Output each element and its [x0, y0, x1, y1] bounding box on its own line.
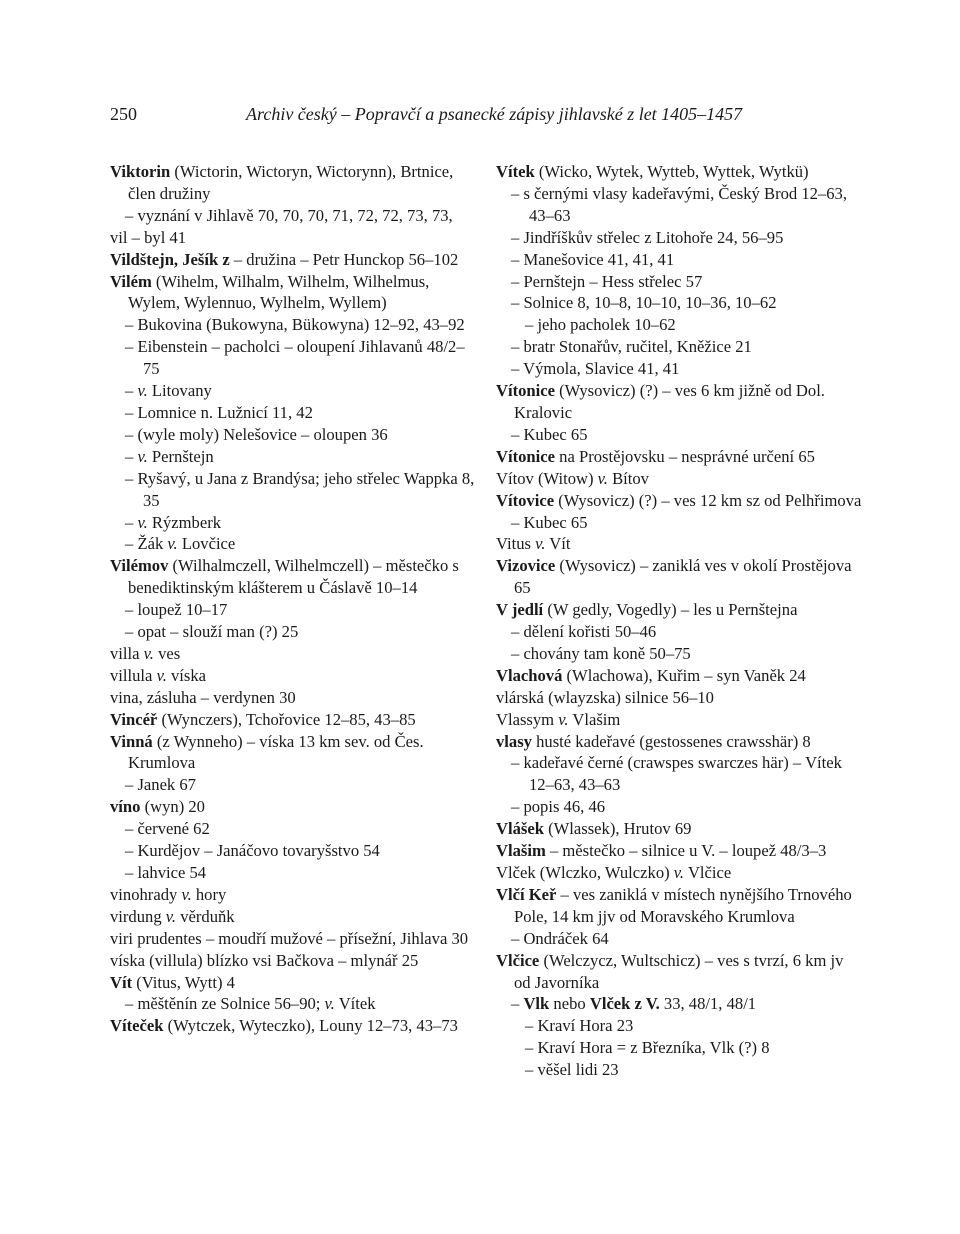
entry-text: –: [125, 446, 138, 466]
index-subentry: [496, 336, 864, 358]
index-subentry: [496, 358, 864, 380]
index-entry: [110, 643, 478, 665]
index-subentry: [496, 1037, 864, 1059]
headword: vlasy: [496, 731, 532, 751]
index-subentry: [110, 862, 478, 884]
index-entry: [110, 972, 478, 994]
entry-text: (Wynczers), Tchořovice 12–85, 43–85: [157, 709, 416, 729]
entry-text: – červené 62: [125, 819, 210, 839]
headword: Vilémov: [110, 556, 169, 576]
index-entry: [496, 950, 864, 994]
cross-reference-marker: v.: [156, 665, 167, 685]
entry-text: –: [125, 512, 138, 532]
index-subentry: [496, 796, 864, 818]
entry-text: Pernštejn: [147, 446, 214, 466]
entry-text: Vítov (Witow): [496, 468, 598, 488]
index-subentry: [110, 336, 478, 380]
entry-text: – s černými vlasy kadeřavými, Český Brod 12–63, 43–63: [511, 183, 847, 225]
index-subentry: [496, 424, 864, 446]
index-entry: [496, 468, 864, 490]
index-entry: [496, 380, 864, 424]
index-entry: [110, 709, 478, 731]
headword: Vildštejn, Ješík z: [110, 249, 230, 269]
index-entry: [110, 928, 478, 950]
cross-reference-marker: v.: [535, 534, 546, 554]
entry-text: – jeho pacholek 10–62: [525, 315, 676, 335]
headword: Vlachová: [496, 665, 563, 685]
index-subentry: [496, 643, 864, 665]
index-subentry: [110, 993, 478, 1015]
index-entry: [110, 555, 478, 599]
cross-reference-marker: v.: [137, 381, 148, 401]
index-subentry: [110, 468, 478, 512]
entry-text: – Kubec 65: [511, 424, 588, 444]
entry-text: na Prostějovsku – nesprávné určení 65: [555, 446, 815, 466]
index-entry: [496, 446, 864, 468]
entry-text: vil – byl 41: [110, 227, 187, 247]
entry-text: vina, zásluha – verdynen 30: [110, 687, 296, 707]
entry-text: vinohrady: [110, 884, 182, 904]
index-entry: [496, 884, 864, 928]
index-subentry: [110, 774, 478, 796]
index-entry: [110, 1015, 478, 1037]
cross-reference-marker: v.: [137, 512, 148, 532]
index-entry: [496, 161, 864, 183]
headword: Viktorin: [110, 162, 171, 181]
index-entry: [110, 884, 478, 906]
entry-text: – Lomnice n. Lužnicí 11, 42: [125, 402, 313, 422]
entry-text: (Wicko, Wytek, Wytteb, Wyttek, Wytkü): [534, 162, 809, 181]
entry-text: věrduňk: [176, 906, 235, 926]
cross-reference-marker: v.: [143, 643, 154, 663]
headword: Vlček z V.: [589, 994, 660, 1014]
entry-text: – kadeřavé černé (crawspes swarczes här) – Vítek 12–63, 43–63: [511, 753, 842, 795]
entry-text: villa: [110, 643, 144, 663]
entry-text: – Bukovina (Bukowyna, Bükowyna) 12–92, 43–92: [125, 315, 465, 335]
entry-text: Lovčice: [177, 534, 236, 554]
entry-text: Vlček (Wlczko, Wulczko): [496, 863, 674, 882]
entry-text: Vítek: [334, 994, 376, 1014]
index-subentry: [110, 446, 478, 468]
headword: Vincéř: [110, 709, 158, 729]
headword: Vlčice: [496, 950, 540, 970]
entry-text: husté kadeřavé (gestossenes crawsshär) 8: [531, 731, 811, 751]
entry-text: (Welczycz, Wultschicz) – ves s tvrzí, 6 km jv od Javorníka: [514, 950, 844, 992]
cross-reference-marker: v.: [137, 446, 148, 466]
entry-text: Vitus: [496, 534, 536, 554]
entry-text: – Kurdějov – Janáčovo tovaryšstvo 54: [125, 841, 380, 861]
index-subentry: [110, 512, 478, 534]
entry-text: – Eibenstein – pacholci – oloupení Jihlavanů 48/2–75: [125, 337, 465, 379]
headword: Vít: [110, 972, 133, 992]
index-entry: [110, 249, 478, 271]
entry-text: Vlassym: [496, 709, 559, 729]
entry-text: (W gedly, Vogedly) – les u Pernštejna: [543, 600, 798, 620]
running-title: Archiv český – Popravčí a psanecké zápisy jihlavské z let 1405–1457: [246, 104, 743, 124]
entry-text: Rýzmberk: [147, 512, 222, 532]
index-subentry: [110, 840, 478, 862]
index-subentry: [496, 314, 864, 336]
index-entry: [496, 687, 864, 709]
headword: Vítovice: [496, 490, 555, 510]
cross-reference-marker: v.: [673, 863, 685, 882]
index-subentry: [496, 928, 864, 950]
index-column-left: [110, 161, 478, 1037]
index-entry: [110, 687, 478, 709]
headword: V jedlí: [496, 600, 544, 620]
entry-text: ves: [153, 643, 181, 663]
entry-text: Litovany: [147, 381, 212, 401]
entry-text: víska (villula) blízko vsi Bačkova – mlynář 25: [110, 950, 419, 970]
entry-text: – Solnice 8, 10–8, 10–10, 10–36, 10–62: [511, 293, 777, 313]
entry-text: – Kubec 65: [511, 512, 588, 532]
entry-text: (Wlassek), Hrutov 69: [543, 819, 692, 839]
index-entry: [496, 731, 864, 753]
entry-text: – Pernštejn – Hess střelec 57: [511, 271, 703, 291]
index-entry: [496, 665, 864, 687]
entry-text: – Kraví Hora 23: [525, 1016, 634, 1036]
entry-text: vlárská (wlayzska) silnice 56–10: [496, 687, 714, 707]
headword: Vlk: [523, 994, 550, 1014]
index-subentry: [110, 402, 478, 424]
entry-text: (Wihelm, Wilhalm, Wilhelm, Wilhelmus, Wylem, Wylennuo, Wylhelm, Wyllem): [128, 271, 430, 313]
headword: Vlčí Keř: [496, 884, 557, 904]
entry-text: Vlčice: [684, 863, 732, 882]
entry-text: – lahvice 54: [125, 863, 207, 882]
entry-text: – dělení kořisti 50–46: [511, 622, 657, 642]
entry-text: (Wilhalmczell, Wilhelmczell) – městečko s benediktinským klášterem u Čáslavě 10–14: [128, 556, 459, 598]
entry-text: Vlašim: [568, 709, 621, 729]
index-subentry: [496, 271, 864, 293]
entry-text: (z Wynneho) – víska 13 km sev. od Čes. Krumlova: [128, 731, 424, 773]
entry-text: (Wysovicz) (?) – ves 6 km jižně od Dol. Kralovic: [514, 381, 825, 422]
headword: Vítonice: [496, 381, 555, 401]
index-entry: [110, 731, 478, 775]
entry-text: – městečko – silnice u V. – loupež 48/3–3: [545, 841, 827, 861]
index-entry: [110, 665, 478, 687]
headword: Víteček: [110, 1016, 164, 1036]
entry-text: virdung: [110, 906, 166, 926]
index-subentry: [496, 621, 864, 643]
index-subentry: [496, 183, 864, 227]
index-subentry: [496, 1015, 864, 1037]
entry-text: – popis 46, 46: [511, 797, 606, 817]
entry-text: –: [125, 381, 138, 401]
index-entry: [496, 862, 864, 884]
entry-text: (Wysovicz) – zaniklá ves v okolí Prostějova 65: [514, 556, 852, 598]
index-subentry: [496, 752, 864, 796]
entry-text: 33, 48/1, 48/1: [659, 994, 757, 1014]
entry-text: – Manešovice 41, 41, 41: [511, 249, 675, 269]
index-subentry: [110, 621, 478, 643]
entry-text: – Jindříškův střelec z Litohoře 24, 56–95: [511, 227, 784, 247]
headword: víno: [110, 797, 141, 817]
entry-text: Vít: [545, 534, 571, 554]
entry-text: – družina – Petr Hunckop 56–102: [229, 249, 459, 269]
index-subentry: [110, 314, 478, 336]
index-entry: [110, 227, 478, 249]
index-entry: [110, 271, 478, 315]
entry-text: – ves zaniklá v místech nynějšího Trnového Pole, 14 km jjv od Moravského Krumlova: [514, 884, 852, 926]
headword: Vinná: [110, 731, 153, 751]
page-number: 250: [110, 104, 137, 124]
index-subentry: [496, 1059, 864, 1081]
entry-text: –: [511, 994, 524, 1014]
index-subentry: [110, 424, 478, 446]
cross-reference-marker: v.: [181, 884, 192, 904]
index-entry: [496, 599, 864, 621]
index-entry: [110, 950, 478, 972]
index-entry: [496, 818, 864, 840]
entry-text: – Ondráček 64: [511, 928, 609, 948]
entry-text: – opat – slouží man (?) 25: [125, 622, 299, 642]
entry-text: viri prudentes – moudří mužové – přísežní, Jihlava 30: [110, 928, 469, 948]
headword: Vizovice: [496, 556, 556, 576]
entry-text: nebo: [549, 994, 590, 1014]
index-entry: [110, 796, 478, 818]
index-column-right: [496, 161, 864, 1081]
index-entry: [496, 840, 864, 862]
index-subentry: [110, 599, 478, 621]
index-entry: [110, 906, 478, 928]
index-subentry: [496, 292, 864, 314]
cross-reference-marker: v.: [165, 906, 177, 926]
headword: Vlášek: [496, 819, 544, 839]
entry-text: – (wyle moly) Nelešovice – oloupen 36: [125, 424, 388, 444]
index-subentry: [496, 512, 864, 534]
headword: Vítek: [496, 162, 535, 181]
entry-text: – bratr Stonařův, ručitel, Kněžice 21: [511, 337, 752, 357]
entry-text: – Kraví Hora = z Březníka, Vlk (?) 8: [525, 1038, 770, 1058]
index-entry: [496, 490, 864, 512]
index-entry: [110, 161, 478, 205]
index-subentry: [110, 205, 478, 227]
entry-text: – chovány tam koně 50–75: [511, 643, 691, 663]
headword: Vilém: [110, 271, 152, 291]
headword: Vítonice: [496, 446, 555, 466]
entry-text: (Wictorin, Wictoryn, Wictorynn), Brtnice, člen družiny: [128, 162, 454, 203]
entry-text: (Wlachowa), Kuřim – syn Vaněk 24: [562, 665, 806, 685]
entry-text: – Janek 67: [125, 775, 196, 795]
entry-text: hory: [191, 884, 227, 904]
index-entry: [496, 555, 864, 599]
entry-text: víska: [166, 665, 207, 685]
entry-text: – měštěnín ze Solnice 56–90;: [125, 994, 325, 1014]
index-subentry: [110, 533, 478, 555]
entry-text: – Výmola, Slavice 41, 41: [511, 359, 680, 379]
index-entry: [496, 533, 864, 555]
index-subentry: [496, 227, 864, 249]
entry-text: – loupež 10–17: [125, 600, 228, 620]
entry-text: (Wysovicz) (?) – ves 12 km sz od Pelhřimova: [554, 490, 862, 510]
entry-text: (Wytczek, Wyteczko), Louny 12–73, 43–73: [163, 1016, 458, 1036]
entry-text: – Žák: [125, 534, 168, 554]
entry-text: – vyznání v Jihlavě 70, 70, 70, 71, 72, 72, 73, 73,: [125, 205, 453, 225]
index-subentry: [110, 380, 478, 402]
index-subentry: [496, 249, 864, 271]
entry-text: (wyn) 20: [140, 797, 205, 817]
headword: Vlašim: [496, 841, 546, 861]
cross-reference-marker: v.: [324, 994, 335, 1014]
cross-reference-marker: v.: [558, 709, 569, 729]
cross-reference-marker: v.: [167, 534, 178, 554]
cross-reference-marker: v.: [597, 468, 608, 488]
index-subentry: [110, 818, 478, 840]
index-entry: [496, 709, 864, 731]
entry-text: – Ryšavý, u Jana z Brandýsa; jeho střelec Wappka 8, 35: [125, 468, 475, 510]
entry-text: – věšel lidi 23: [525, 1060, 619, 1080]
entry-text: (Vitus, Wytt) 4: [132, 972, 235, 992]
entry-text: Bítov: [607, 468, 649, 488]
entry-text: villula: [110, 665, 157, 685]
index-subentry: [496, 993, 864, 1015]
